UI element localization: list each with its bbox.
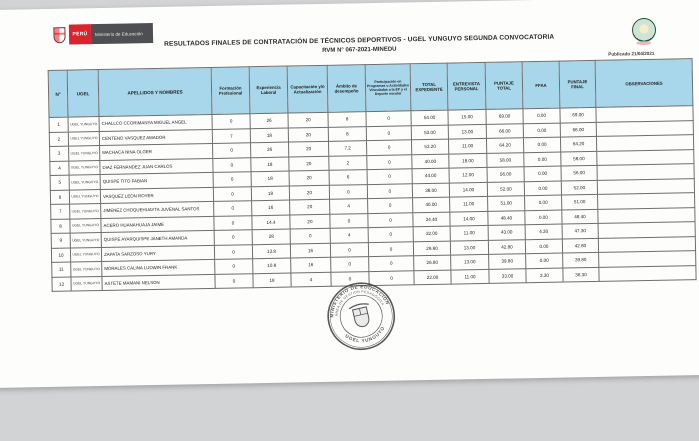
table-cell: 0.00 (523, 123, 560, 138)
table-cell: 13.00 (451, 254, 489, 269)
table-cell: UGEL YUNGUYO (68, 117, 99, 132)
results-table (48, 58, 697, 292)
stamp-text-top: MINISTERIO DE EDUCACIÓN (329, 284, 391, 318)
table-cell: 0 (366, 125, 411, 140)
table-cell: 20 (289, 156, 329, 171)
table-cell: 3 (50, 146, 69, 161)
column-header-13: OBSERVACIONES (595, 59, 693, 108)
ugel-round-logo-icon (632, 18, 656, 42)
table-cell: 6 (50, 190, 69, 205)
table-cell: 54.00 (411, 110, 448, 125)
table-cell: 4.30 (525, 224, 562, 239)
table-cell: QUISPE TITO FABIAN (100, 172, 213, 189)
column-header-7: Participación en Programas o Actividades Vinculadas a la EF y el Deporte escolar (365, 64, 411, 112)
stamp-text-bottom: UGEL YUNGUYO (344, 325, 386, 344)
table-cell: 0 (367, 169, 412, 184)
table-cell: MORALES CALINA LUDWIN FRANK (102, 259, 215, 276)
table-cell: 14.4 (252, 215, 290, 230)
column-header-0: N° (48, 70, 68, 117)
table-cell: 47.30 (562, 223, 598, 238)
table-cell: 38.00 (412, 183, 449, 198)
table-cell: 36.30 (563, 267, 599, 282)
table-cell: 18.00 (449, 153, 487, 168)
table-cell: 2 (49, 132, 68, 147)
table-cell: 13.8 (252, 244, 290, 259)
table-cell: 11.00 (450, 225, 488, 240)
table-cell: DIAZ FERNANDEZ JUAN CARLOS (100, 158, 213, 175)
table-cell: 43.00 (488, 225, 525, 240)
table-cell: 58.00 (487, 152, 524, 167)
table-cell: 52.00 (561, 180, 597, 195)
column-header-3: Formación Profesional (211, 67, 250, 115)
table-cell: 0.00 (524, 181, 561, 196)
table-cell: 0 (331, 271, 369, 286)
table-cell: 34.40 (413, 212, 450, 227)
column-header-8: TOTAL EXPEDIENTE (410, 63, 448, 111)
column-header-2: APELLIDOS Y NOMBRES (98, 67, 212, 116)
table-cell: 0 (329, 184, 367, 199)
table-cell: 26 (251, 142, 289, 157)
table-cell: 64.20 (560, 136, 596, 151)
table-cell: 0.00 (523, 137, 560, 152)
table-cell: 0.00 (523, 108, 560, 123)
table-cell: 8 (328, 126, 366, 141)
table-cell: 42.80 (562, 238, 598, 253)
table-cell: MACHACA NINA OLGER (100, 143, 213, 160)
table-cell: 44.00 (412, 168, 449, 183)
table-cell: 22.00 (414, 270, 451, 285)
table-cell: 0 (213, 172, 251, 187)
column-header-11: FFAA (522, 61, 560, 109)
table-cell: 4 (291, 272, 331, 287)
table-cell: 0 (215, 273, 253, 288)
table-cell: 18 (251, 186, 289, 201)
table-cell: 0 (368, 241, 413, 256)
table-cell: 32.00 (413, 226, 450, 241)
table-cell: 39.80 (563, 252, 599, 267)
table-cell: 51.00 (562, 194, 598, 209)
table-cell: 14.00 (450, 211, 488, 226)
table-cell: 0 (369, 270, 414, 285)
table-cell: UGEL YUNGUYO (70, 218, 101, 233)
table-cell (599, 265, 696, 281)
table-cell: UGEL YUNGUYO (69, 160, 100, 175)
table-cell: 12 (52, 277, 71, 292)
table-cell: 56.00 (487, 167, 524, 182)
table-cell: UGEL YUNGUYO (71, 276, 102, 291)
table-cell: 18 (251, 171, 289, 186)
table-cell: 33.00 (489, 268, 526, 283)
table-cell: 20 (289, 170, 329, 185)
table-cell: 20 (290, 214, 330, 229)
svg-text:UGEL YUNGUYO (344, 324, 388, 347)
table-cell: 0 (214, 244, 252, 259)
page-subtitle: RVM N° 067-2021-MINEDU (322, 46, 397, 54)
peru-coat-of-arms-icon (53, 26, 66, 43)
table-cell: 28 (252, 229, 290, 244)
table-cell: 56.00 (561, 165, 597, 180)
table-cell: 10 (51, 248, 70, 263)
table-cell: 15.00 (448, 109, 486, 124)
table-cell: 0 (369, 256, 414, 271)
table-cell: 0 (214, 201, 252, 216)
table-cell: 0.00 (526, 253, 563, 268)
table-cell: ASTETE MAMANI NELSON (102, 274, 215, 291)
table-cell: 11.00 (448, 138, 486, 153)
table-cell: 0 (330, 242, 368, 257)
table-cell: 40.00 (412, 154, 449, 169)
table-cell: 0 (330, 213, 368, 228)
table-cell: 20 (288, 112, 328, 127)
table-cell: 1 (49, 117, 68, 132)
table-cell: 0 (214, 230, 252, 245)
table-cell: 16 (291, 257, 331, 272)
table-cell: 5 (50, 175, 69, 190)
table-cell: 0 (368, 212, 413, 227)
table-cell: 39.80 (489, 254, 526, 269)
ministry-label: Ministerio de Educación (91, 23, 153, 44)
table-cell: 20 (290, 199, 330, 214)
table-cell: 0.00 (524, 166, 561, 181)
table-cell: QUISPE AYARQUISPE JANETH AMANDA (101, 230, 214, 247)
table-cell: UGEL YUNGUYO (70, 204, 101, 219)
table-cell: 51.00 (488, 196, 525, 211)
column-header-6: Ámbito de desempeño (327, 65, 366, 113)
table-cell: 48.40 (488, 210, 525, 225)
table-cell: 8 (51, 219, 70, 234)
table-cell: ACERO HUANAHUAJA JAIME (101, 216, 214, 233)
table-cell: CHALLCO CCORIMANYA MIGUEL ANGEL (99, 114, 212, 131)
table-cell: 20 (288, 127, 328, 142)
table-cell: CENTENO VASQUEZ AMADOR (99, 129, 212, 146)
table-cell: 13.00 (448, 124, 486, 139)
page-title: RESULTADOS FINALES DE CONTRATACIÓN DE TÉCNICOS DEPORTIVOS - UGEL YUNGUYO SEGUNDA CONVOCATORIA (164, 33, 555, 48)
table-cell: 40.00 (413, 197, 450, 212)
table-cell: 7 (212, 128, 250, 143)
table-cell: 29.80 (413, 241, 450, 256)
table-cell: 18 (250, 128, 288, 143)
table-cell: 11 (52, 262, 71, 277)
published-date: Publicado 21/04/2021 (608, 50, 655, 57)
table-cell: JIMENEZ CHOQUEHUAYTA JUVENAL SANTOS (101, 201, 214, 218)
table-cell: 69.00 (486, 109, 523, 124)
table-cell: 0.00 (524, 152, 561, 167)
table-cell: 0 (368, 227, 413, 242)
table-cell: 0.00 (525, 210, 562, 225)
table-cell: 0 (213, 186, 251, 201)
column-header-1: UGEL (67, 70, 99, 118)
table-cell: 26.80 (414, 255, 451, 270)
table-cell: 2 (329, 155, 367, 170)
table-cell: 42.80 (488, 239, 525, 254)
table-cell: 0 (212, 114, 250, 129)
table-cell: 0 (213, 143, 251, 158)
table-cell: 20 (289, 185, 329, 200)
table-cell: 0 (366, 140, 411, 155)
peru-label: PERÚ (69, 24, 91, 44)
table-cell: 0 (368, 198, 413, 213)
table-cell: 16 (252, 200, 290, 215)
table-cell: 4 (330, 228, 368, 243)
table-cell: 0 (290, 228, 330, 243)
table-cell: 58.00 (561, 151, 597, 166)
table-cell: UGEL YUNGUYO (68, 131, 99, 146)
table-cell: 0.00 (525, 239, 562, 254)
table-cell: 0 (367, 183, 412, 198)
column-header-9: ENTREVISTA PERSONAL (447, 62, 486, 110)
table-cell: 66.00 (560, 122, 596, 137)
table-cell: UGEL YUNGUYO (69, 146, 100, 161)
table-cell: 26 (250, 113, 288, 128)
stamp-coat-of-arms-icon (349, 302, 374, 328)
table-cell: 10.8 (253, 258, 291, 273)
column-header-4: Experiencia Laboral (249, 66, 288, 114)
column-header-10: PUNTAJE TOTAL (485, 62, 523, 110)
table-cell: 12.00 (449, 167, 487, 182)
table-cell: 4 (330, 199, 368, 214)
table-cell: 0 (213, 157, 251, 172)
table-cell: 0.00 (525, 195, 562, 210)
table-cell: 16 (290, 243, 330, 258)
table-cell: 66.00 (486, 123, 523, 138)
table-cell: 18 (253, 273, 291, 288)
table-cell: 8 (328, 112, 366, 127)
table-cell: 3.30 (526, 268, 563, 283)
column-header-12: PUNTAJE FINAL (559, 60, 596, 108)
table-cell: 20 (289, 141, 329, 156)
table-cell: 48.40 (562, 209, 598, 224)
table-cell: 53.00 (411, 125, 448, 140)
table-cell: 69.00 (560, 107, 596, 122)
table-cell: UGEL YUNGUYO (70, 233, 101, 248)
table-cell: 64.20 (486, 138, 523, 153)
table-cell: 4 (50, 161, 69, 176)
table-cell: 0 (367, 154, 412, 169)
table-cell: 0 (215, 259, 253, 274)
table-cell: 7 (51, 204, 70, 219)
table-cell: 13.00 (450, 240, 488, 255)
logo-smear-decoration (636, 41, 651, 45)
table-cell: UGEL YUNGUYO (69, 175, 100, 190)
table-cell: UGEL YUNGUYO (69, 189, 100, 204)
table-cell: 11.00 (451, 269, 489, 284)
table-cell: ZAPATA SARZOSO YURY (101, 245, 214, 262)
table-cell: 9 (51, 233, 70, 248)
table-cell: UGEL YUNGUYO (71, 262, 102, 277)
table-cell: 11.00 (450, 196, 488, 211)
column-header-5: Capacitación y/o Actualización (287, 65, 328, 113)
table-cell: VASQUEZ LEON ROYER (100, 187, 213, 204)
table-cell: 6 (329, 170, 367, 185)
table-cell: 0 (331, 257, 369, 272)
table-cell: 53.20 (411, 139, 448, 154)
table-cell: UGEL YUNGUYO (70, 247, 101, 262)
table-cell: 52.00 (487, 181, 524, 196)
table-cell: 0 (366, 111, 411, 126)
table-cell: 18 (251, 157, 289, 172)
table-cell: 7.2 (328, 141, 366, 156)
stamp-text-inner: ÁREA DE GESTIÓN PEDAGÓGICA (334, 289, 385, 317)
table-cell: 0 (214, 215, 252, 230)
table-cell: 14.00 (449, 182, 487, 197)
